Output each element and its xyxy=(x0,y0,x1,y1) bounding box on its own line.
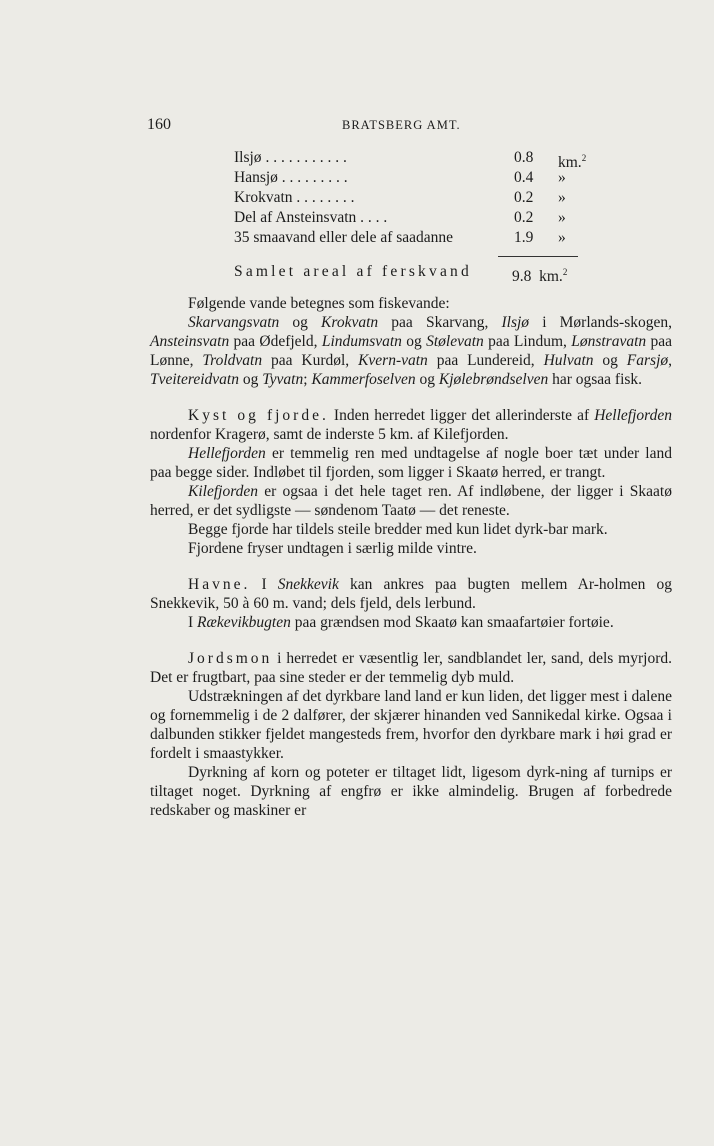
paragraph: Kilefjorden er ogsaa i det hele taget ren. Af indløbene, der ligger i Skaatø herred, er det sydligste — søndenom Taatø — det reneste. xyxy=(150,483,672,519)
spacer xyxy=(150,389,672,406)
section-heading: Jordsmon xyxy=(188,650,273,667)
lake-area-unit: » xyxy=(558,189,566,206)
lake-name: Hansjø . . . . . . . . . xyxy=(234,169,348,186)
paragraph: Hellefjorden er temmelig ren med undtagelse af nogle boer tæt under land paa begge sider. Indløbet til fjorden, som ligger i Skaatø herred, er trangt. xyxy=(150,445,672,481)
paragraph: Havne. I Snekkevik kan ankres paa bugten mellem Ar-holmen og Snekkevik, 50 à 60 m. vand; dels fjeld, dels lerbund. xyxy=(150,576,672,612)
section-heading: Kyst og fjorde. xyxy=(188,407,329,424)
lake-row xyxy=(234,148,594,171)
running-title: BRATSBERG AMT. xyxy=(342,118,461,132)
page-number: 160 xyxy=(147,116,171,133)
paragraph: Jordsmon i herredet er væsentlig ler, sandblandet ler, sand, dels myrjord. Det er frugtbart, paa sine steder er der temmelig dyb muld. xyxy=(150,650,672,686)
lake-area-unit: » xyxy=(558,229,566,246)
section-heading: Havne. xyxy=(188,576,251,593)
paragraph: Fjordene fryser undtagen i særlig milde vintre. xyxy=(188,540,477,557)
paragraph: Begge fjorde har tildels steile bredder med kun lidet dyrk-bar mark. xyxy=(188,521,608,538)
page-header xyxy=(0,116,714,136)
lake-area-value: 0.2 xyxy=(514,209,534,226)
paragraph: I Rækevikbugten paa grændsen mod Skaatø kan smaafartøier fortøie. xyxy=(188,614,614,631)
paragraph: Skarvangsvatn og Krokvatn paa Skarvang, Ilsjø i Mørlands-skogen, Ansteinsvatn paa Ødefjeld, Lindumsvatn og Stølevatn paa Lindum, Lønstravatn paa Lønne, Troldvatn paa Kurdøl, Kvern-vatn paa Lundereid, Hulvatn og Farsjø, Tveitereidvatn og Tyvatn; Kammerfoselven og Kjølebrøndselven har ogsaa fisk. xyxy=(150,314,672,388)
lake-row xyxy=(234,208,594,228)
lake-name: Del af Ansteinsvatn . . . . xyxy=(234,209,388,226)
lake-area-value: 0.8 xyxy=(514,149,534,166)
paragraph: Følgende vande betegnes som fiskevande: xyxy=(188,295,450,312)
lake-name: Krokvatn . . . . . . . . xyxy=(234,189,355,206)
lake-area-table xyxy=(234,148,594,248)
total-row xyxy=(234,262,634,285)
lake-area-unit: » xyxy=(558,169,566,186)
paragraph: Kyst og fjorde. Inden herredet ligger det allerinderste af Hellefjorden nordenfor Kragerø, samt de inderste 5 km. af Kilefjorden. xyxy=(150,407,672,443)
lake-area-value: 1.9 xyxy=(514,229,534,246)
total-value: 9.8 km.$^2$ xyxy=(512,267,568,285)
paragraph: Udstrækningen af det dyrkbare land land er kun liden, det ligger mest i dalene og fornemmelig i de 2 dalfører, der skjærer hinanden ved Sannikedal kirke. Ogsaa i dalbunden stikker fjeldet mangesteds frem, hvorfor den dyrkbare mark i høi grad er fordelt i smaastykker. xyxy=(150,688,672,762)
lake-row xyxy=(234,188,594,208)
paragraph: Dyrkning af korn og poteter er tiltaget lidt, ligesom dyrk-ning af turnips er tiltaget noget. Dyrkning af engfrø er ikke almindelig. Brugen af forbedrede redskaber og maskiner er xyxy=(150,764,672,819)
lake-area-unit: km.$^2$ xyxy=(558,153,587,171)
lake-area-unit: » xyxy=(558,209,566,226)
total-label: Samlet areal af ferskvand xyxy=(234,263,472,280)
lake-name: 35 smaavand eller dele af saadanne xyxy=(234,229,454,246)
lake-area-value: 0.2 xyxy=(514,189,534,206)
sum-rule xyxy=(498,256,578,257)
body-text xyxy=(150,294,672,820)
lake-area-value: 0.4 xyxy=(514,169,534,186)
spacer xyxy=(150,632,672,649)
lake-name: Ilsjø . . . . . . . . . . . xyxy=(234,149,347,166)
lake-row xyxy=(234,228,594,248)
lake-row xyxy=(234,168,594,188)
spacer xyxy=(150,558,672,575)
